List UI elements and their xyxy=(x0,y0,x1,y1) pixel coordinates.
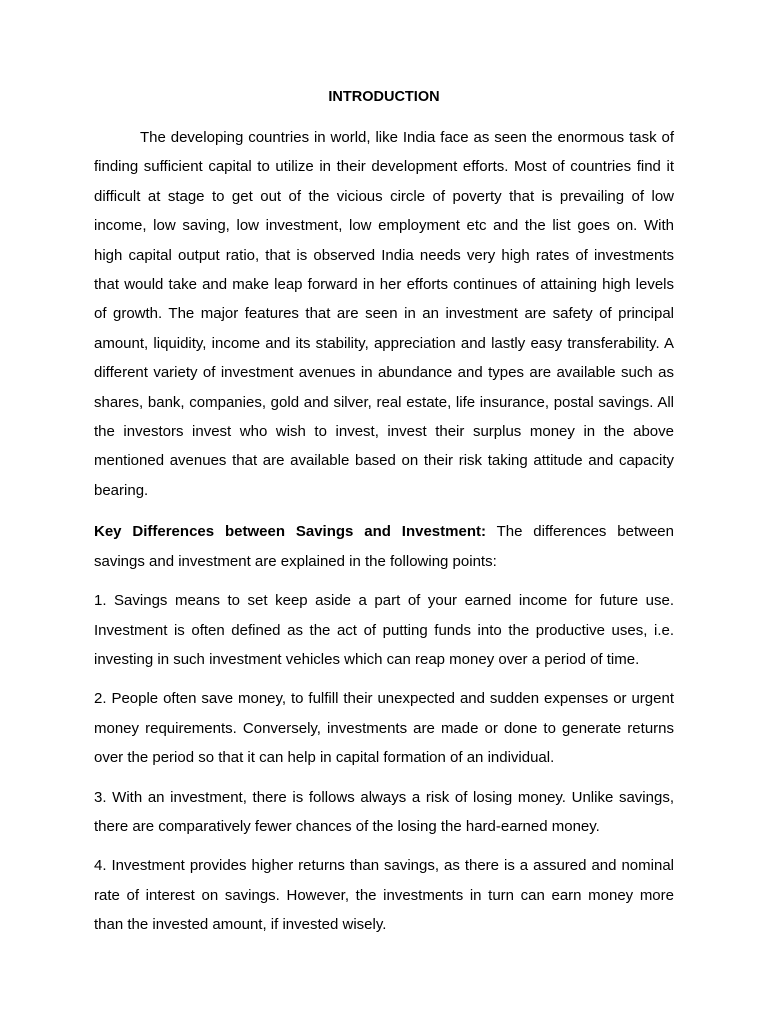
key-differences-text: The differences between savings and investment are explained in the following points: xyxy=(94,523,674,570)
point-3: 3. With an investment, there is follows always a risk of losing money. Unlike savings, there are comparatively fewer chances of the losing the hard-earned money. xyxy=(94,788,674,835)
key-differences-heading: Key Differences between Savings and Investment: xyxy=(94,523,486,541)
document-title: INTRODUCTION xyxy=(328,89,440,105)
key-differences-paragraph xyxy=(94,517,674,576)
intro-paragraph: The developing countries in world, like India face as seen the enormous task of finding sufficient capital to utilize in their development efforts. Most of countries find it difficult at stage to get out of the vicious circle of poverty that is prevailing of low income, low saving, low investment, low employment etc and the list goes on. With high capital output ratio, that is observed India needs very high rates of investments that would take and make leap forward in her efforts continues of attaining high levels of growth. The major features that are seen in an investment are safety of principal amount, liquidity, income and its stability, appreciation and lastly easy transferability. A different variety of investment avenues in abundance and types are available such as shares, bank, companies, gold and silver, real estate, life insurance, postal savings. All the investors invest who wish to invest, invest their surplus money in the above mentioned avenues that are available based on their risk taking attitude and capacity bearing. xyxy=(94,129,674,499)
point-4: 4. Investment provides higher returns than savings, as there is a assured and nominal rate of interest on savings. However, the investments in turn can earn money more than the invested amount, if invested wisely. xyxy=(94,857,674,934)
point-1: 1. Savings means to set keep aside a part of your earned income for future use. Investment is often defined as the act of putting funds into the productive uses, i.e. investing in such investment vehicles which can reap money over a period of time. xyxy=(94,592,674,668)
point-2: 2. People often save money, to fulfill their unexpected and sudden expenses or urgent money requirements. Conversely, investments are made or done to generate returns over the period so that it can help in capital formation of an individual. xyxy=(94,690,674,767)
